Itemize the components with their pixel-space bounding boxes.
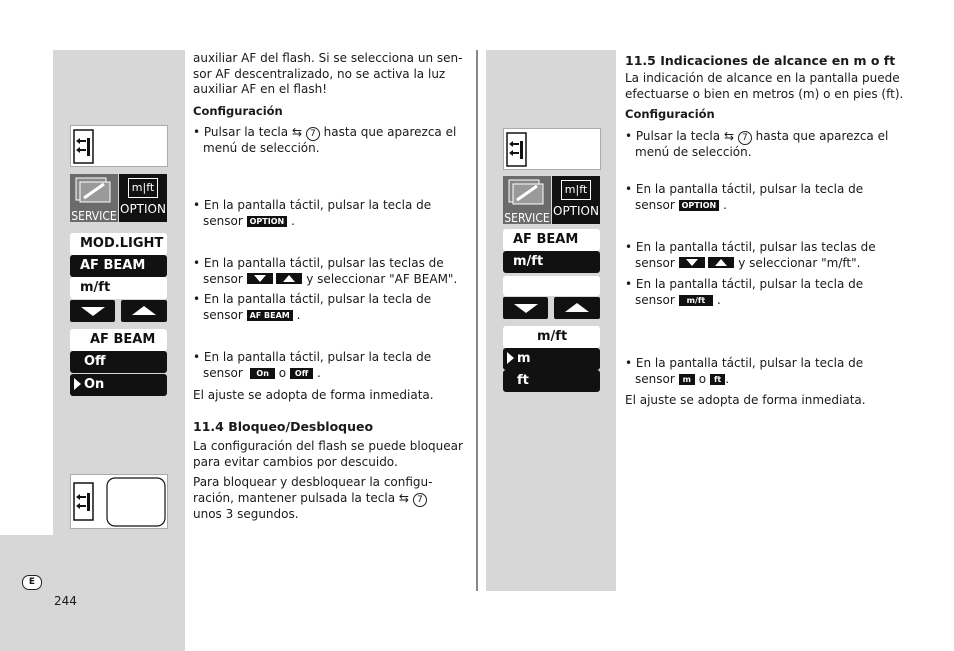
wrench-icon (503, 176, 551, 206)
scroll-down-button-right[interactable] (503, 297, 548, 319)
left-adopt-text: El ajuste se adopta de forma inmediata. (193, 388, 434, 402)
flash-display-icon-lock (70, 474, 168, 529)
scroll-up-button[interactable] (121, 300, 167, 322)
down-key-icon (247, 273, 273, 284)
mft-icon: m|ft (561, 180, 591, 200)
flash-display-icon-right (503, 128, 601, 170)
intro-line: auxiliar AF en el flash! (193, 82, 328, 97)
submenu-item-m-label: m (517, 351, 531, 366)
bullet-text: o (698, 371, 707, 386)
bullet-text: y seleccionar "m/ft". (738, 255, 861, 270)
lock-text: ración, mantener pulsada la tecla (193, 490, 396, 505)
bullet-text: sensor (203, 365, 243, 380)
bullet-text: Pulsar la tecla (635, 129, 721, 143)
right-bullet-3: • En la pantalla táctil, pulsar las teclas de sensor y seleccionar "m/ft". (625, 240, 876, 270)
option-tag: OPTION (247, 216, 288, 227)
ft-tag: ft (710, 374, 725, 385)
scroll-up-button-right[interactable] (554, 297, 600, 319)
lock-paragraph-1 (193, 439, 469, 470)
key-number-badge: 7 (413, 493, 427, 507)
bullet-text: En la pantalla táctil, pulsar la tecla de (203, 292, 432, 306)
lock-paragraph-2 (193, 475, 469, 522)
swap-key-icon: ⇆ (723, 129, 734, 143)
service-label: SERVICE (71, 209, 117, 223)
intro-line: sor AF descentralizado, no se activa la luz (193, 66, 446, 81)
lock-text: para evitar cambios por descuido. (193, 454, 398, 469)
bullet-text: hasta que aparezca el (323, 125, 457, 139)
intro-line: La indicación de alcance en la pantalla puede (625, 71, 900, 85)
intro-line: efectuarse o bien en metros (m) o en pies (ft). (625, 86, 904, 101)
mft-icon: m|ft (128, 178, 158, 198)
flash-head-icon (504, 129, 600, 169)
bullet-text: menú de selección. (203, 141, 320, 155)
option-button-right[interactable] (552, 176, 600, 224)
lock-text: La configuración del flash se puede bloquear (193, 439, 463, 453)
left-bullet-3: • En la pantalla táctil, pulsar las teclas de sensor y seleccionar "AF BEAM". (193, 256, 458, 286)
submenu-item-off[interactable]: Off (70, 351, 167, 373)
menu-item-empty-right (503, 276, 600, 296)
bullet-text: sensor (203, 307, 243, 322)
bullet-text: sensor (635, 197, 675, 212)
menu-item-mft[interactable]: m/ft (70, 277, 167, 299)
bullet-text: sensor (635, 292, 675, 307)
option-label: OPTION (553, 204, 599, 218)
submenu-item-on[interactable] (70, 374, 167, 396)
bullet-text: En la pantalla táctil, pulsar la tecla de (203, 350, 432, 364)
service-button[interactable] (70, 174, 118, 222)
af-beam-tag: AF BEAM (247, 310, 293, 321)
submenu-title-af-beam: AF BEAM (70, 329, 167, 351)
wrench-icon (70, 174, 118, 204)
selected-arrow-icon (74, 378, 81, 390)
down-key-icon (679, 257, 705, 268)
bullet-text: sensor (635, 255, 675, 270)
bullet-text: sensor (203, 271, 243, 286)
mft-tag: m/ft (679, 295, 714, 306)
right-bullet-1: • Pulsar la tecla ⇆ 7 hasta que aparezca el menú de selección. (625, 129, 915, 161)
option-button[interactable] (119, 174, 167, 222)
bullet-text: En la pantalla táctil, pulsar la tecla de (635, 356, 864, 370)
right-adopt-text: El ajuste se adopta de forma inmediata. (625, 393, 866, 407)
left-text-column (193, 51, 469, 98)
up-key-icon (276, 273, 302, 284)
config-heading-right: Configuración (625, 107, 715, 121)
lock-text: unos 3 segundos. (193, 506, 299, 521)
left-gray-footer (0, 535, 53, 651)
right-bullet-4: • En la pantalla táctil, pulsar la tecla de sensor m/ft . (625, 277, 864, 307)
left-bullet-1: • Pulsar la tecla ⇆ 7 hasta que aparezca el menú de selección. (193, 125, 469, 157)
service-button-right[interactable] (503, 176, 551, 224)
intro-line: auxiliar AF del flash. Si se selecciona un sen- (193, 51, 463, 65)
config-heading-left: Configuración (193, 104, 283, 118)
service-label: SERVICE (504, 211, 550, 225)
off-tag: Off (290, 368, 313, 379)
menu-item-af-beam[interactable]: AF BEAM (70, 255, 167, 277)
menu-item-mod-light[interactable]: MOD.LIGHT (70, 233, 167, 255)
selected-arrow-icon (507, 352, 514, 364)
key-number-badge: 7 (738, 131, 752, 145)
bullet-text: En la pantalla táctil, pulsar la tecla de (635, 277, 864, 291)
range-heading: 11.5 Indicaciones de alcance en m o ft (625, 53, 896, 68)
m-tag: m (679, 374, 695, 385)
on-tag: On (250, 368, 275, 379)
range-intro (625, 71, 915, 102)
bullet-text: En la pantalla táctil, pulsar la tecla de (635, 182, 864, 196)
right-bullet-2: • En la pantalla táctil, pulsar la tecla de sensor OPTION . (625, 182, 864, 212)
bullet-text: menú de selección. (635, 145, 752, 159)
option-label: OPTION (120, 202, 166, 216)
submenu-title-mft: m/ft (503, 326, 600, 348)
scroll-down-button[interactable] (70, 300, 115, 322)
submenu-item-ft[interactable]: ft (503, 370, 600, 392)
center-divider (476, 50, 478, 591)
language-badge: E (22, 575, 42, 590)
menu-item-af-beam-right[interactable]: AF BEAM (503, 229, 600, 251)
lock-heading: 11.4 Bloqueo/Desbloqueo (193, 419, 374, 434)
submenu-item-on-label: On (84, 377, 105, 392)
bullet-text: sensor (203, 213, 243, 228)
page-number: 244 (54, 594, 77, 608)
submenu-item-m[interactable] (503, 348, 600, 370)
swap-key-icon: ⇆ (398, 490, 409, 505)
flash-head-lock-icon (71, 475, 167, 528)
left-bullet-2: • En la pantalla táctil, pulsar la tecla de sensor OPTION . (193, 198, 432, 228)
bullet-text: Pulsar la tecla (203, 125, 289, 139)
bullet-text: En la pantalla táctil, pulsar las teclas de (635, 240, 876, 254)
option-tag: OPTION (679, 200, 720, 211)
key-number-badge: 7 (306, 127, 320, 141)
flash-head-icon (71, 126, 167, 166)
bullet-text: En la pantalla táctil, pulsar la tecla de (203, 198, 432, 212)
left-bullet-4: • En la pantalla táctil, pulsar la tecla de sensor AF BEAM . (193, 292, 432, 322)
up-key-icon (708, 257, 734, 268)
bullet-text: En la pantalla táctil, pulsar las teclas de (203, 256, 444, 270)
bullet-text: y seleccionar "AF BEAM". (306, 271, 458, 286)
lock-text: Para bloquear y desbloquear la configu- (193, 475, 433, 489)
swap-key-icon: ⇆ (291, 125, 302, 139)
bullet-text: sensor (635, 371, 675, 386)
bullet-text: hasta que aparezca el (755, 129, 889, 143)
bullet-text: o (278, 365, 287, 380)
left-bullet-5: • En la pantalla táctil, pulsar la tecla de sensor On o Off . (193, 350, 432, 380)
right-bullet-5: • En la pantalla táctil, pulsar la tecla de sensor m o ft . (625, 356, 864, 386)
menu-item-mft-right[interactable]: m/ft (503, 251, 600, 273)
flash-display-icon (70, 125, 168, 167)
